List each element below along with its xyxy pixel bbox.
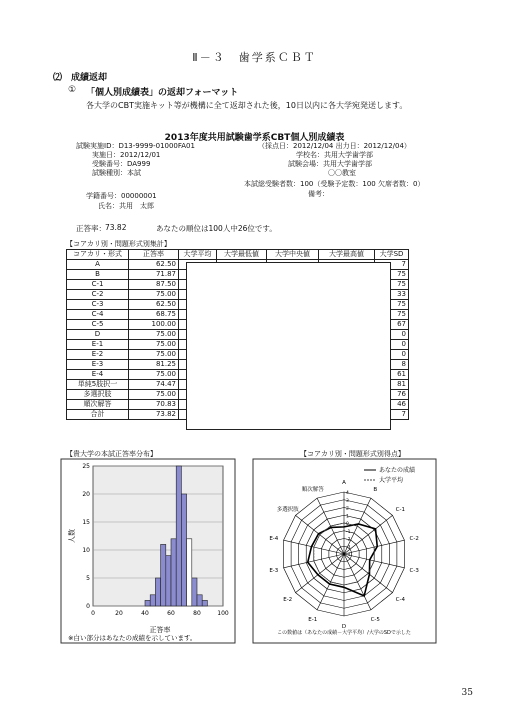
row-label: 合計 bbox=[67, 410, 129, 420]
histogram-bar bbox=[171, 539, 176, 606]
histogram-bar bbox=[145, 600, 150, 606]
histogram-bar bbox=[197, 595, 202, 606]
row-sd: 81 bbox=[375, 380, 409, 390]
row-sd: 75 bbox=[375, 280, 409, 290]
radar-r-tick: 2 bbox=[346, 506, 349, 512]
table-title: 【コアカリ別・問題形式別集計】 bbox=[66, 240, 171, 248]
histogram-x-tick: 0 bbox=[91, 610, 95, 617]
histogram-bar bbox=[192, 578, 197, 606]
radar-r-tick: 4 bbox=[346, 491, 349, 496]
row-sd: 0 bbox=[375, 340, 409, 350]
row-rate: 81.25 bbox=[129, 360, 179, 370]
col-header: 大学SD bbox=[375, 250, 409, 260]
radar-r-tick: 0 bbox=[346, 522, 349, 527]
row-rate: 73.82 bbox=[129, 410, 179, 420]
row-label: E-4 bbox=[67, 370, 129, 380]
row-rate: 75.00 bbox=[129, 350, 179, 360]
row-sd: 8 bbox=[375, 360, 409, 370]
row-rate: 62.50 bbox=[129, 260, 179, 270]
legend-avg: 大学平均 bbox=[379, 477, 404, 484]
histogram-title: 【貴大学の本試正答率分布】 bbox=[66, 450, 157, 458]
row-rate: 75.00 bbox=[129, 340, 179, 350]
radar-axis-label: D bbox=[341, 624, 347, 630]
row-label: A bbox=[67, 260, 129, 270]
histogram-y-tick: 10 bbox=[82, 547, 90, 554]
col-header: 大学中央値 bbox=[267, 250, 319, 260]
row-sd: 33 bbox=[375, 290, 409, 300]
histogram-x-tick: 20 bbox=[115, 610, 123, 617]
col-header: 大学最低値 bbox=[217, 250, 267, 260]
radar-axis-label: 順次解答 bbox=[301, 487, 324, 494]
histogram-xlabel: 正答率 bbox=[149, 626, 171, 634]
histogram-bar bbox=[176, 466, 181, 606]
row-sd: 46 bbox=[375, 400, 409, 410]
row-rate: 68.75 bbox=[129, 310, 179, 320]
score-label: 正答率： bbox=[76, 224, 106, 233]
row-rate: 75.00 bbox=[129, 370, 179, 380]
histogram-x-tick: 40 bbox=[141, 610, 149, 617]
exam-number: 受験番号：DA999 bbox=[92, 160, 151, 168]
radar-frame bbox=[253, 459, 436, 643]
table-header-row bbox=[67, 250, 409, 260]
scoring-date: （採点日：2012/12/04 出力日：2012/12/04） bbox=[258, 142, 411, 150]
school-name: 学校名：共用大学歯学部 bbox=[296, 151, 373, 159]
radar-axis-label: C-1 bbox=[395, 507, 405, 514]
row-rate: 75.00 bbox=[129, 330, 179, 340]
histogram-y-tick: 20 bbox=[82, 491, 90, 498]
col-header: 大学最高値 bbox=[319, 250, 375, 260]
examinee-count: 本試総受験者数：100（受験予定数：100 欠席者数：0） bbox=[244, 180, 425, 188]
radar-r-tick: -1 bbox=[346, 529, 351, 535]
row-label: E-1 bbox=[67, 340, 129, 350]
histogram-bar bbox=[166, 556, 171, 606]
col-header: コアカリ・形式 bbox=[67, 250, 129, 260]
row-label: 単純5肢択一 bbox=[67, 380, 129, 390]
exam-date: 実施日：2012/12/01 bbox=[92, 151, 161, 159]
radar-title: 【コアカリ別・問題形式別得点】 bbox=[300, 450, 405, 458]
histogram-y-tick: 5 bbox=[86, 575, 90, 582]
exam-venue: 試験会場：共用大学歯学部 bbox=[288, 160, 372, 168]
page-number: 35 bbox=[461, 688, 473, 698]
row-sd: 0 bbox=[375, 350, 409, 360]
radar-r-tick: 3 bbox=[346, 498, 349, 504]
item-number: ① bbox=[68, 85, 77, 95]
row-label: E-2 bbox=[67, 350, 129, 360]
row-rate: 100.00 bbox=[129, 320, 179, 330]
radar-axis-label: B bbox=[373, 487, 378, 494]
radar-r-tick: 1 bbox=[346, 514, 349, 520]
radar-axis-label: E-3 bbox=[269, 568, 279, 575]
row-label: 順次解答 bbox=[67, 400, 129, 410]
section-title: Ⅱ－３ 歯学系ＣＢＴ bbox=[192, 51, 317, 64]
exam-type: 試験種別：本試 bbox=[92, 169, 141, 177]
radar-note: この数値は（あなたの成績－大学平均）/大学のSDで示した bbox=[277, 630, 411, 636]
student-name: 氏名：共用 太郎 bbox=[98, 202, 154, 210]
radar-axis-label: 多選択肢 bbox=[276, 507, 299, 514]
rank-text: あなたの順位は100人中26位です。 bbox=[156, 224, 277, 233]
histogram-chart bbox=[60, 458, 236, 644]
row-rate: 74.47 bbox=[129, 380, 179, 390]
histogram-bar bbox=[202, 600, 207, 606]
row-label: E-3 bbox=[67, 360, 129, 370]
row-rate: 75.00 bbox=[129, 390, 179, 400]
radar-axis-label: C-2 bbox=[409, 535, 419, 542]
histogram-x-tick: 60 bbox=[167, 610, 175, 617]
histogram-y-tick: 15 bbox=[82, 519, 90, 526]
radar-axis-label: C-3 bbox=[409, 568, 419, 575]
histogram-bar bbox=[181, 494, 186, 606]
histogram-ylabel: 人数 bbox=[68, 529, 76, 543]
histogram-bar bbox=[161, 544, 166, 606]
row-label: C-3 bbox=[67, 300, 129, 310]
score-value: 73.82 bbox=[105, 223, 127, 232]
radar-axis-label: E-1 bbox=[308, 616, 318, 623]
histogram-y-tick: 25 bbox=[82, 463, 90, 470]
row-label: C-5 bbox=[67, 320, 129, 330]
radar-chart bbox=[252, 458, 437, 644]
row-sd: 0 bbox=[375, 330, 409, 340]
remarks: 備考： bbox=[308, 190, 329, 198]
row-label: C-4 bbox=[67, 310, 129, 320]
row-rate: 75.00 bbox=[129, 290, 179, 300]
row-rate: 71.87 bbox=[129, 270, 179, 280]
legend-you: あなたの成績 bbox=[379, 467, 416, 474]
histogram-note: ※白い部分はあなたの成績を示しています。 bbox=[68, 634, 197, 642]
row-label: C-2 bbox=[67, 290, 129, 300]
row-label: D bbox=[67, 330, 129, 340]
histogram-x-tick: 100 bbox=[217, 610, 229, 617]
row-sd: 67 bbox=[375, 320, 409, 330]
row-sd: 61 bbox=[375, 370, 409, 380]
row-sd: 7 bbox=[375, 260, 409, 270]
item-label: 「個人別成績表」の返却フォーマット bbox=[86, 88, 239, 98]
row-sd: 75 bbox=[375, 270, 409, 280]
row-rate: 70.83 bbox=[129, 400, 179, 410]
row-label: 多選択肢 bbox=[67, 390, 129, 400]
radar-r-tick: -2 bbox=[346, 537, 351, 543]
histogram-x-tick: 80 bbox=[193, 610, 201, 617]
row-label: B bbox=[67, 270, 129, 280]
histogram-y-tick: 0 bbox=[86, 603, 90, 610]
description: 各大学のCBT実施キット等が機構に全て返却された後，10日以内に各大学宛発送します。 bbox=[86, 101, 408, 110]
row-sd: 7 bbox=[375, 410, 409, 420]
row-label: C-1 bbox=[67, 280, 129, 290]
radar-axis-label: E-2 bbox=[283, 596, 293, 603]
row-rate: 62.50 bbox=[129, 300, 179, 310]
histogram-bar-you bbox=[187, 539, 192, 606]
radar-r-tick: -3 bbox=[346, 545, 351, 551]
subsection-title: ⑵ 成績返却 bbox=[53, 73, 108, 83]
radar-axis-label: A bbox=[342, 480, 346, 486]
masked-area bbox=[186, 262, 391, 430]
exam-room: 〇〇教室 bbox=[328, 169, 356, 177]
row-sd: 75 bbox=[375, 300, 409, 310]
row-sd: 75 bbox=[375, 310, 409, 320]
radar-r-tick: -4 bbox=[346, 553, 351, 558]
radar-axis-label: C-5 bbox=[370, 616, 380, 623]
col-header: 正答率 bbox=[129, 250, 179, 260]
student-id: 学籍番号：00000001 bbox=[86, 192, 157, 200]
row-sd: 76 bbox=[375, 390, 409, 400]
histogram-bar bbox=[155, 578, 160, 606]
histogram-bar bbox=[150, 595, 155, 606]
col-header: 大学平均 bbox=[179, 250, 217, 260]
report-title: 2013年度共用試験歯学系CBT個人別成績表 bbox=[164, 133, 345, 143]
radar-axis-label: C-4 bbox=[395, 596, 405, 603]
exam-id: 試験実施ID：D13-9999-01000FA01 bbox=[76, 142, 195, 150]
row-rate: 87.50 bbox=[129, 280, 179, 290]
radar-axis-label: E-4 bbox=[269, 535, 279, 542]
